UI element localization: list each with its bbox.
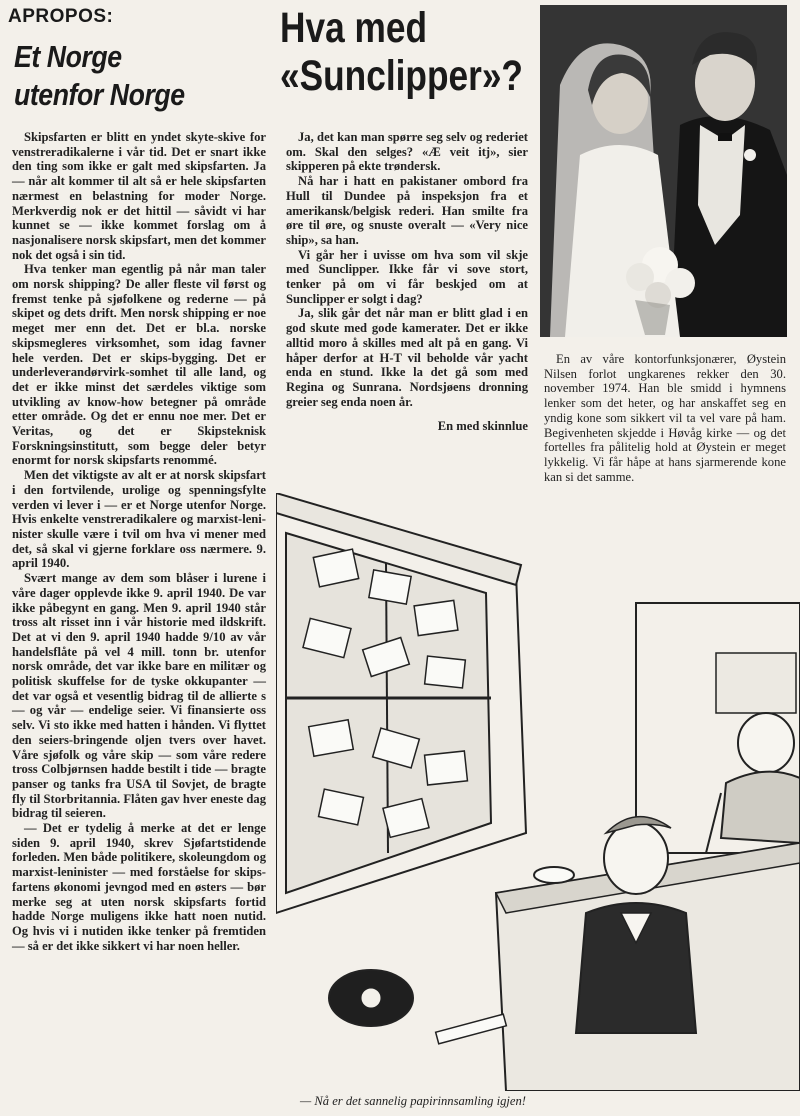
photo-caption (544, 352, 786, 484)
article-kicker: APROPOS: (8, 6, 114, 27)
left-paragraph: — Det er tydelig å merke at det er lenge siden 9. april 1940, skrev Sjøfartstidende forleden. Men både politikere, skoleungdom og marxist-leninister — med forståelse for skips-fartens økonomi jevngod med en østers — bør merke seg at uten norsk skipsfarts fortid hadde Norge muligens ikke hatt noen nutid. Og hvis vi i nutiden ikke tenker på fremtiden — så er det ikke sikkert vi har noen heller. (12, 821, 266, 953)
left-headline-line2: utenfor Norge (14, 77, 185, 112)
middle-headline-line1: Hva med (280, 4, 427, 52)
left-paragraph: Men det viktigste av alt er at norsk skipsfart i den fortvilende, urolige og spenningsfylte verden vi lever i — er et Norge utenfor Norge. Hvis enkelte venstreradikalere og marxist-leni-nister skulle være i tvil om hva vi mener med det, så skal vi gjerne forklare oss nærmere. 9. april 1940. (12, 468, 266, 571)
article-byline: En med skinnlue (437, 419, 528, 434)
middle-headline (280, 4, 528, 100)
middle-paragraph: Vi går her i uvisse om hva som vil skje med Sunclipper. Ikke får vi sove stort, tenker på om vi får beskjed om at Sunclipper er solgt i dag? (286, 247, 528, 306)
wedding-photo (540, 5, 787, 337)
middle-headline-line2: «Sunclipper»? (280, 52, 523, 100)
photo-caption-text: En av våre kontorfunksjonærer, Øystein Nilsen forlot ungkarenes rekker den 30. november 1974. Han ble smidd i hymnens lenker som det heter, og har anskaffet seg en yndig kone som sikkert vil ta vel vare på ham. Begivenheten skjedde i Høvåg kirke — og det fortelles fra pålitelig hold at Øystein er meget lykkelig. Vi får håpe at hans sjarmerende kone kan si det samme. (544, 352, 786, 484)
cartoon-drawing (276, 493, 800, 1091)
cartoon-illustration (276, 493, 800, 1091)
left-headline-line1: Et Norge (14, 39, 122, 74)
cartoon-caption: — Nå er det sannelig papirinnsamling igjen! (300, 1094, 526, 1108)
wedding-photo-image (540, 5, 787, 337)
left-article (8, 6, 266, 953)
middle-article (276, 4, 528, 434)
left-paragraph: Hva tenker man egentlig på når man taler om norsk shipping? De aller fleste vil først og fremst tenke på sjøfolkene og rederne — på skipet og dets drift. Men norsk shipping er noe meget mer enn det. Det er bl.a. norske skipsmegleres virksomhet, som idag favner hele verden. Det er skips-bygging. Det er underleverandørvirk-somhet til alle land, og det er ikke minst det særdeles viktige som utvikling av know-how betegner på område etter område. Og det er ennu noe mer. Det er Veritas, og det er Skipsteknisk Forskningsinstitutt, som begge deler betyr enormt for norsk skipsfarts renommé. (12, 262, 266, 468)
middle-paragraph: Nå har i hatt en pakistaner ombord fra Hull til Dundee på inspeksjon fra et amerikansk/belgisk rederi. Han smilte fra øre til øre, og snuste overalt — «Very nice ship», sa han. (286, 174, 528, 247)
middle-paragraph: Ja, det kan man spørre seg selv og rederiet om. Skal den selges? «Æ veit itj», sier skipperen på ekte trøndersk. (286, 130, 528, 174)
middle-article-body (276, 130, 528, 434)
middle-paragraph: Ja, slik går det når man er blitt glad i en god skute med gode kamerater. Det er ikke alltid moro å skilles med alt på en gang. Vi håper derfor at H-T vil beholde vår yacht enda en stund. Ikke la det gå som med Regina og Sunrana. Nordsjøens dronning greier seg enda noen år. (286, 306, 528, 409)
left-article-body (8, 130, 266, 953)
left-paragraph: Svært mange av dem som blåser i lurene i våre dager opplevde ikke 9. april 1940. De var ikke påbegynt en gang. Men 9. april 1940 står tross alt risset inn i vår historie med ildskrift. Det at vi den 9. april 1940 hadde 9/10 av vår handelsflåte på vel 4 mill. tonn br. utenfor norsk område, det var ikke bare en militær og politisk skuffelse for de tyske okkupanter — det var også et vesentlig bidrag til de allierte s — og vår — endelige seier. Vi finansierte oss selv. Vi sto ikke med hatten i hånden. Vi flyttet den seiers-bringende oljen tvers over havet. Våre sjøfolk og våre skip — som våre redere tross Colbjørnsen hadde bestilt i tide — bragte panser og tanks fra USA til Sovjet, de bragte fly til Storbritannia. Flåten gav hver eneste dag bidrag til seieren. (12, 571, 266, 821)
left-paragraph: Skipsfarten er blitt en yndet skyte-skive for venstreradikalerne i vår tid. Det er snart ikke den ting som ikke er galt med skipsfarten. Ja — når alt kommer til alt så er hele skipsfarten nærmest en belastning for moder Norge. Merkverdig nok er det hittil — såvidt vi har kunnet se — ikke kommet forslag om å nasjonalisere norsk skipsfart, men det kommer nok det også i sin tid. (12, 130, 266, 262)
left-headline (8, 38, 266, 114)
